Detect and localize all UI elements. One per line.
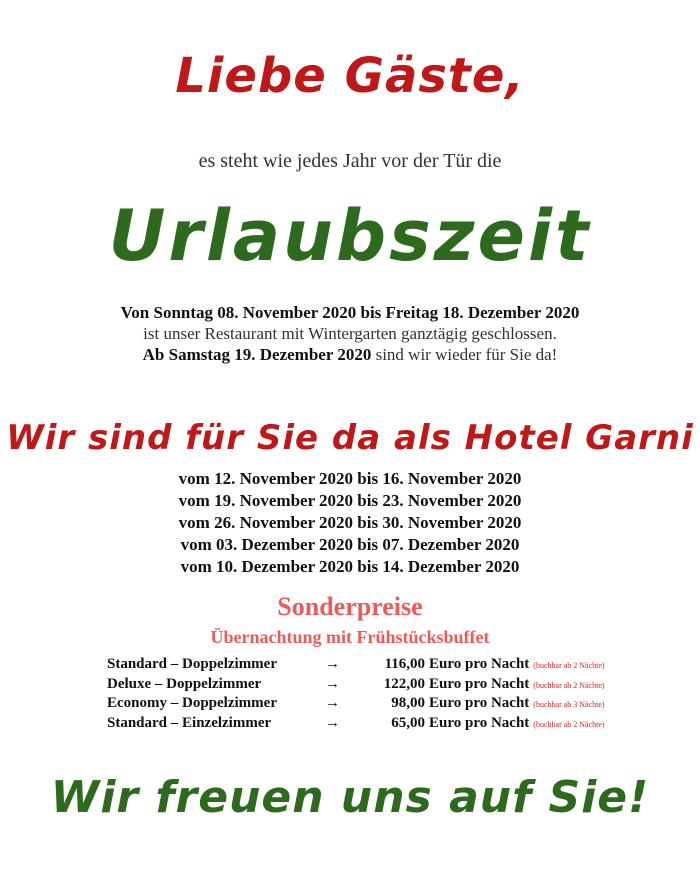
date-range-list [0,468,700,578]
room-type: Standard – Einzelzimmer [107,714,272,731]
booking-note: (buchbar ab 3 Nächte) [533,700,605,709]
special-prices-title: Sonderpreise [277,592,423,621]
price-list [107,656,667,734]
room-price: 116,00 [384,656,425,672]
booking-note: (buchbar ab 2 Nächte) [533,661,605,670]
price-unit: Euro pro Nacht [429,656,530,672]
room-type: Economy – Doppelzimmer [107,695,277,711]
arrow-right-icon: → [325,695,340,711]
headline-urlaubszeit: Urlaubszeit [108,195,592,277]
reopening-line [0,344,700,365]
date-range-item: vom 26. November 2020 bis 30. November 2020 [178,513,522,532]
arrow-right-icon: → [325,714,340,731]
reopening-date: Ab Samstag 19. Dezember 2020 [142,345,372,364]
price-unit: Euro pro Nacht [429,714,530,731]
date-range-item: vom 10. Dezember 2020 bis 14. Dezember 2020 [180,557,520,576]
hotel-garni-heading: Wir sind für Sie da als Hotel Garni [6,418,694,458]
booking-note: (buchbar ab 2 Nächte) [533,719,605,729]
special-prices-subtitle: Übernachtung mit Frühstücksbuffet [210,627,490,647]
farewell-heading: Wir freuen uns auf Sie! [50,772,650,823]
room-price: 65,00 [391,714,425,731]
date-range-item: vom 12. November 2020 bis 16. November 2020 [178,469,522,488]
price-row [107,656,667,676]
room-type: Deluxe – Doppelzimmer [107,675,262,692]
room-price: 122,00 [383,675,425,692]
room-price: 98,00 [391,695,425,711]
reopening-text: sind wir wieder für Sie da! [371,345,558,364]
price-row [107,715,667,735]
booking-note: (buchbar ab 2 Nächte) [533,680,605,690]
price-unit: Euro pro Nacht [429,675,530,692]
date-range-item: vom 03. Dezember 2020 bis 07. Dezember 2020 [180,535,520,554]
arrow-right-icon: → [325,656,340,672]
date-range-item: vom 19. November 2020 bis 23. November 2020 [178,491,522,510]
intro-text: es steht wie jedes Jahr vor der Tür die [198,150,502,172]
price-row [107,676,667,696]
closure-notice [0,302,700,365]
price-unit: Euro pro Nacht [429,695,530,711]
price-row [107,695,667,715]
arrow-right-icon: → [325,675,340,692]
closure-description: ist unser Restaurant mit Wintergarten ganztägig geschlossen. [143,324,557,343]
room-type: Standard – Doppelzimmer [107,656,277,672]
closure-period: Von Sonntag 08. November 2020 bis Freitag 18. Dezember 2020 [120,303,580,322]
greeting-heading: Liebe Gäste, [175,48,525,104]
